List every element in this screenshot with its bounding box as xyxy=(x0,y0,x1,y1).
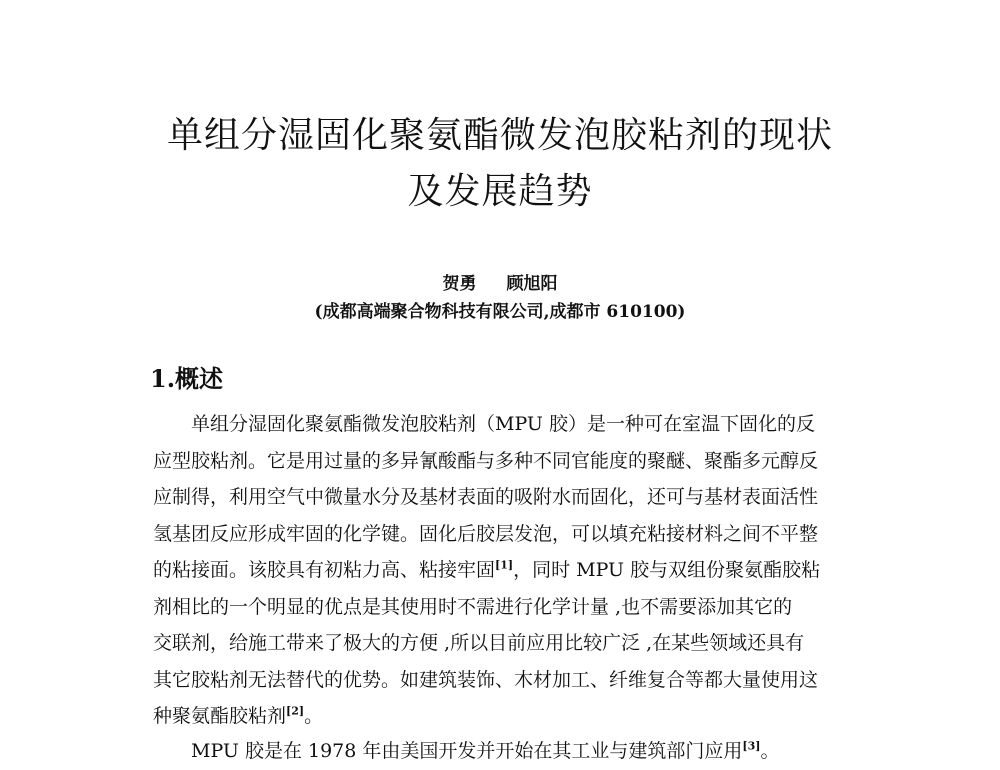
citation-ref[interactable]: [2] xyxy=(286,704,305,718)
paragraph-line: 应制得，利用空气中微量水分及基材表面的吸附水而固化，还可与基材表面活性 xyxy=(153,486,819,508)
paragraph-text: 。 xyxy=(304,705,324,727)
section-heading: 1.概述 xyxy=(150,364,224,393)
paragraph-line: 交联剂，给施工带来了极大的方便 ,所以目前应用比较广泛 ,在某些领域还具有 xyxy=(153,632,805,654)
author-name: 贺勇 xyxy=(442,274,477,294)
paragraph-line: 其它胶粘剂无法替代的优势。如建筑装饰、木材加工、纤维复合等都大量使用这 xyxy=(153,668,819,691)
citation-ref[interactable]: [1] xyxy=(495,558,514,572)
paragraph-text: 。 xyxy=(760,740,780,762)
paragraph-line xyxy=(153,733,853,770)
paragraph-text: 的粘接面。该胶具有初粘力高、粘接牢固 xyxy=(153,559,496,581)
paragraph-line xyxy=(153,698,853,735)
paragraph-text: MPU 胶是在 1978 年由美国开发并开始在其工业与建筑部门应用 xyxy=(191,740,743,762)
paragraph-text: 种聚氨酯胶粘剂 xyxy=(153,705,287,727)
author-list xyxy=(0,276,1000,293)
paper-title-line-2: 及发展趋势 xyxy=(407,171,593,212)
paragraph-line: 剂相比的一个明显的优点是其使用时不需进行化学计量 ,也不需要添加其它的 xyxy=(153,595,793,618)
author-affiliation: (成都高端聚合物科技有限公司,成都市 610100) xyxy=(314,302,686,322)
paragraph-line: 应型胶粘剂。它是用过量的多异氰酸酯与多种不同官能度的聚醚、聚酯多元醇反 xyxy=(153,449,819,472)
paragraph-line xyxy=(153,552,853,589)
citation-ref[interactable]: [3] xyxy=(742,739,761,753)
paragraph-line: 氢基团反应形成牢固的化学键。固化后胶层发泡，可以填充粘接材料之间不平整 xyxy=(153,522,819,545)
paragraph-text: ，同时 MPU 胶与双组份聚氨酯胶粘 xyxy=(513,559,821,581)
body-paragraph xyxy=(153,406,853,735)
paper-title-line-1: 单组分湿固化聚氨酯微发泡胶粘剂的现状 xyxy=(166,115,833,156)
body-paragraph xyxy=(153,733,853,770)
paragraph-line: 单组分湿固化聚氨酯微发泡胶粘剂（MPU 胶）是一种可在室温下固化的反 xyxy=(191,413,815,435)
author-name: 顾旭阳 xyxy=(506,274,558,294)
